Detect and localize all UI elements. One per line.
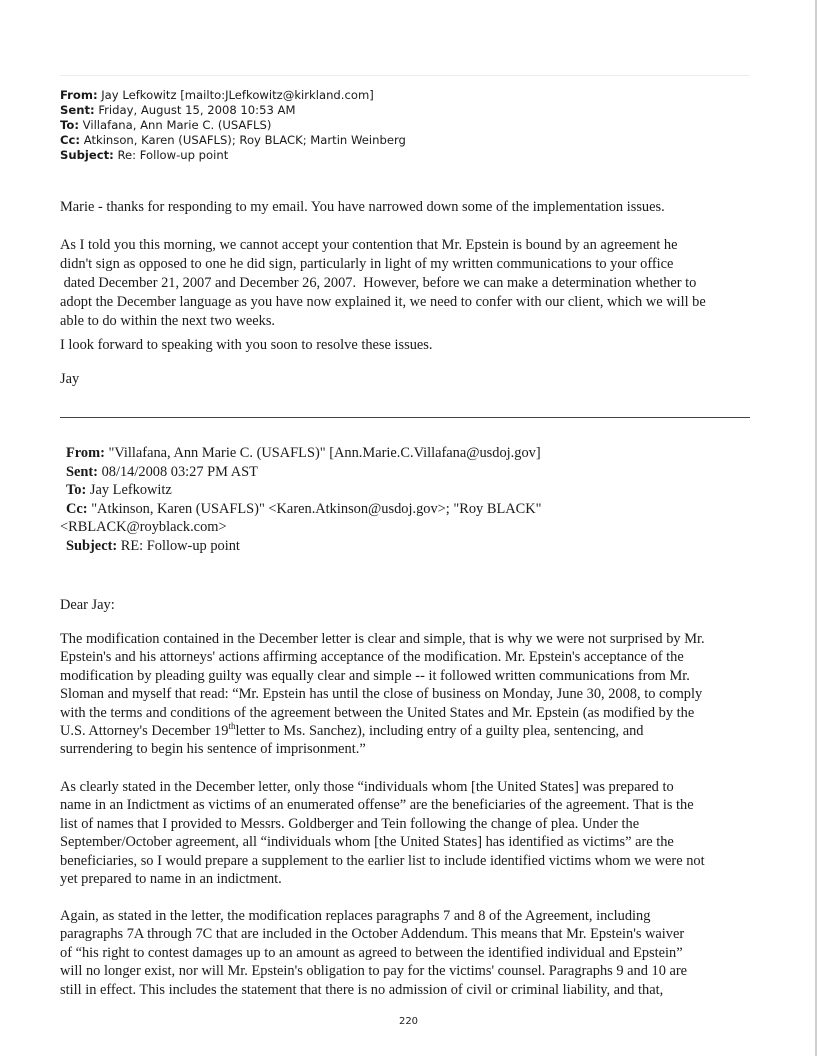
quoted-message-divider	[60, 417, 750, 418]
header-sent: Sent: Friday, August 15, 2008 10:53 AM	[60, 103, 296, 117]
header-from: From: Jay Lefkowitz [mailto:JLefkowitz@kirkland.com]	[60, 88, 374, 102]
original-paragraph-3: Again, as stated in the letter, the modification replaces paragraphs 7 and 8 of the Agreement, including paragraphs 7A through 7C that are included in the October Addendum. This means that Mr. Epstein's waiver of “his right to contest damages up to an amount as agreed to between the identified individual and Epstein” will no longer exist, nor will Mr. Epstein's obligation to pay for the victims' counsel. Paragraphs 9 and 10 are still in effect. This includes the statement that there is no admission of civil or criminal liability, and that,	[60, 908, 688, 998]
orig-subject: Subject: RE: Follow-up point	[66, 537, 240, 554]
top-divider	[60, 75, 750, 76]
email-header-reply	[60, 88, 760, 163]
orig-from: From: "Villafana, Ann Marie C. (USAFLS)" [Ann.Marie.C.Villafana@usdoj.gov]	[66, 445, 541, 461]
email-header-original	[60, 444, 756, 556]
orig-cc: Cc: "Atkinson, Karen (USAFLS)" <Karen.Atkinson@usdoj.gov>; "Roy BLACK"	[66, 500, 542, 517]
page-number: 220	[398, 1016, 419, 1027]
original-paragraph-2: As clearly stated in the December letter, only those “individuals whom [the United States] was prepared to name in an Indictment as victims of an enumerated offense” are the beneficiaries of the agreement. That is the list of names that I provided to Messrs. Goldberger and Tein following the change of plea. Under the September/October agreement, all “individuals whom [the United States] has identified as victims” are the beneficiaries, so I would prepare a supplement to the earlier list to include identified victims whom we were not yet prepared to name in an indictment.	[60, 779, 705, 888]
reply-paragraph-3: I look forward to speaking with you soon to resolve these issues.	[60, 337, 433, 353]
salutation: Dear Jay:	[60, 597, 115, 613]
reply-paragraph-1: Marie - thanks for responding to my email. You have narrowed down some of the implementation issues.	[60, 199, 665, 215]
orig-cc-cont: <RBLACK@royblack.com>	[60, 519, 227, 536]
orig-to: To: Jay Lefkowitz	[66, 482, 172, 499]
header-cc: Cc: Atkinson, Karen (USAFLS); Roy BLACK; Martin Weinberg	[60, 133, 406, 147]
reply-signature: Jay	[60, 371, 80, 387]
reply-paragraph-2: As I told you this morning, we cannot accept your contention that Mr. Epstein is bound by an agreement he didn't sign as opposed to one he did sign, particularly in light of my written communications to your office dated December 21, 2007 and December 26, 2007. However, before we can make a determination whether to adopt the December language as you have now explained it, we need to confer with our client, which we will be able to do within the next two weeks.	[60, 237, 706, 329]
original-paragraph-1: The modification contained in the December letter is clear and simple, that is why we were not surprised by Mr. Epstein's and his attorneys' actions affirming acceptance of the modification. Mr. Epstein's acceptance of the modification by pleading guilty was equally clear and simple -- it followed written communications from Mr. Sloman and myself that read: “Mr. Epstein has until the close of business on Monday, June 30, 2008, to comply with the terms and conditions of the agreement between the United States and Mr. Epstein (as modified by the U.S. Attorney's December 19thletter to Ms. Sanchez), including entry of a guilty plea, sentencing, and surrendering to begin his sentence of imprisonment.”	[60, 631, 705, 758]
header-to: To: Villafana, Ann Marie C. (USAFLS)	[60, 118, 272, 132]
header-subject: Subject: Re: Follow-up point	[60, 148, 229, 162]
orig-sent: Sent: 08/14/2008 03:27 PM AST	[66, 463, 258, 480]
